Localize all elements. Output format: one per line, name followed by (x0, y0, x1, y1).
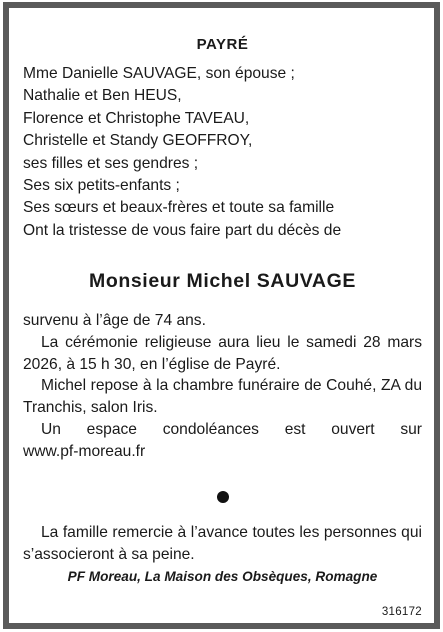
separator-bullet-icon (23, 490, 422, 508)
rest-place-paragraph: Michel repose à la chambre funéraire de Couhé, ZA du Tranchis, salon Iris. (23, 377, 422, 417)
obituary-notice (3, 2, 440, 629)
ceremony-paragraph: La cérémonie religieuse aura lieu le samedi 28 mars 2026, à 15 h 30, en l’église de Payré. (23, 333, 422, 373)
family-line: Nathalie et Ben HEUS, (23, 87, 182, 105)
condolences-line: Un espace condoléances est ouvert sur (41, 420, 422, 438)
notice-body (23, 310, 422, 463)
reference-number: 316172 (381, 606, 422, 618)
family-line: Christelle et Standy GEOFFROY, (23, 132, 253, 150)
family-line: Ont la tristesse de vous faire part du décès de (23, 221, 342, 239)
deceased-name: Monsieur Michel SAUVAGE (89, 270, 356, 292)
funeral-home-signature: PF Moreau, La Maison des Obsèques, Romagne (67, 569, 378, 584)
family-line: Florence et Christophe TAVEAU, (23, 109, 250, 127)
notice-content (23, 8, 422, 623)
family-line: Ses six petits-enfants ; (23, 176, 180, 194)
place-heading: PAYRÉ (196, 36, 249, 53)
family-line: ses filles et ses gendres ; (23, 154, 199, 172)
age-line: survenu à l’âge de 74 ans. (23, 312, 206, 329)
family-line: Mme Danielle SAUVAGE, son épouse ; (23, 65, 295, 82)
family-list (23, 63, 422, 242)
family-line: Ses sœurs et beaux-frères et toute sa famille (23, 199, 335, 217)
thanks-paragraph: La famille remercie à l’avance toutes les personnes qui s’associeront à sa peine. (23, 524, 422, 563)
condolences-website: www.pf-moreau.fr (23, 442, 146, 460)
